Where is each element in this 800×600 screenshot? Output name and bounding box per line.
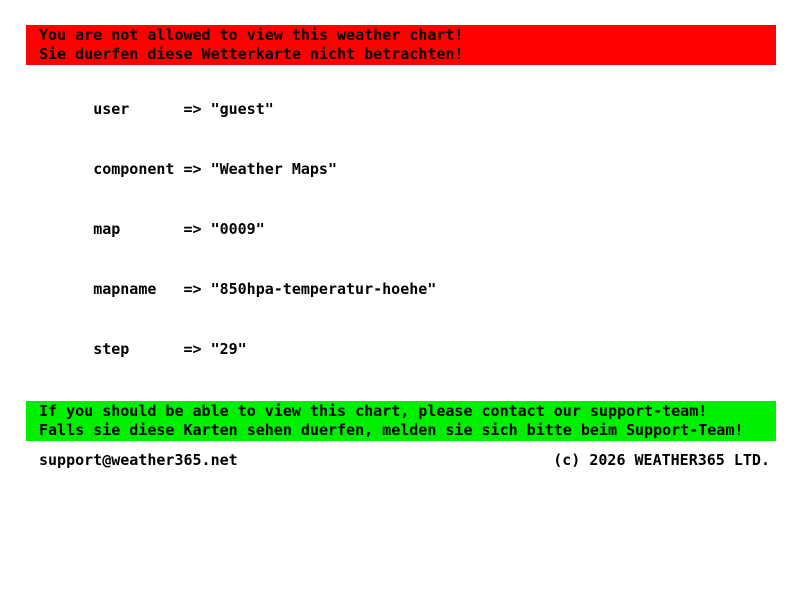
detail-value: "850hpa-temperatur-hoehe" xyxy=(210,280,437,298)
detail-value: "29" xyxy=(210,340,247,358)
error-banner-line-en: You are not allowed to view this weather chart! xyxy=(39,26,464,44)
support-banner-line-en: If you should be able to view this chart, please contact our support-team! xyxy=(39,402,708,420)
copyright-notice: (c) 2026 WEATHER365 LTD. xyxy=(553,451,770,469)
arrow-glyph: => xyxy=(183,220,202,238)
arrow-glyph: => xyxy=(183,340,202,358)
support-banner-line-de: Falls sie diese Karten sehen duerfen, melden sie sich bitte beim Support-Team! xyxy=(39,421,744,439)
detail-row-mapname xyxy=(39,259,776,319)
detail-key: map xyxy=(93,220,121,238)
detail-row-map xyxy=(39,199,776,259)
detail-key: user xyxy=(93,100,130,118)
detail-row-component xyxy=(39,139,776,199)
support-banner xyxy=(26,401,776,441)
request-details xyxy=(39,79,776,379)
detail-value: "0009" xyxy=(210,220,265,238)
error-banner xyxy=(26,25,776,65)
footer xyxy=(26,450,776,470)
detail-value: "Weather Maps" xyxy=(210,160,337,178)
detail-key: component xyxy=(93,160,175,178)
detail-key: step xyxy=(93,340,130,358)
arrow-glyph: => xyxy=(183,100,202,118)
support-email: support@weather365.net xyxy=(39,451,238,469)
arrow-glyph: => xyxy=(183,280,202,298)
detail-row-step xyxy=(39,319,776,379)
detail-value: "guest" xyxy=(210,100,274,118)
detail-row-user xyxy=(39,79,776,139)
detail-key: mapname xyxy=(93,280,157,298)
arrow-glyph: => xyxy=(183,160,202,178)
error-banner-line-de: Sie duerfen diese Wetterkarte nicht betrachten! xyxy=(39,45,464,63)
